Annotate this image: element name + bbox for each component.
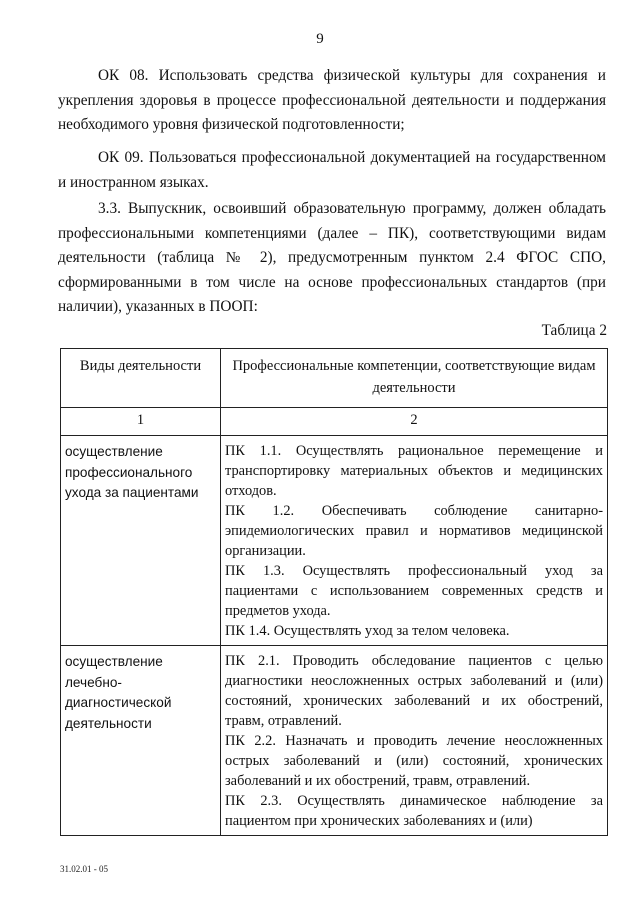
activity-cell: осуществление лечебно-диагностической деятельности <box>61 646 221 836</box>
table-header-row <box>61 349 608 408</box>
footer-code: 31.02.01 - 05 <box>60 864 108 874</box>
competency-item: ПК 2.1. Проводить обследование пациентов с целью диагностики неосложненных острых заболеваний и (или) состояний, хронических заболеваний и их обострений, травм, отравлений. <box>225 653 603 729</box>
header-competencies: Профессиональные компетенции, соответствующие видам деятельности <box>221 349 608 408</box>
column-number-2: 2 <box>221 408 608 436</box>
competencies-cell <box>221 436 608 646</box>
competency-item: ПК 2.3. Осуществлять динамическое наблюдение за пациентом при хронических заболеваниях и (или) <box>225 793 603 829</box>
paragraph-3-3: 3.3. Выпускник, освоивший образовательную программу, должен обладать профессиональными компетенциями (далее – ПК), соответствующими видам деятельности (таблица № 2), предусмотренным пунктом 2.4 ФГОС СПО, сформированными в том числе на основе профессиональных стандартов (при наличии), указанных в ПООП: <box>58 200 606 315</box>
page-number: 9 <box>316 31 324 47</box>
table-row <box>61 646 608 836</box>
header-activities: Виды деятельности <box>61 349 221 408</box>
competency-item: ПК 1.1. Осуществлять рациональное перемещение и транспортировку материальных объектов и медицинских отходов. <box>225 443 603 499</box>
competency-item: ПК 2.2. Назначать и проводить лечение неосложненных острых заболеваний и (или) состояний, хронических заболеваний и их обострений, травм, отравлений. <box>225 733 603 789</box>
competency-item: ПК 1.2. Обеспечивать соблюдение санитарно-эпидемиологических правил и нормативов медицинской организации. <box>225 503 603 559</box>
paragraph-ok09: ОК 09. Пользоваться профессиональной документацией на государственном и иностранном языках. <box>58 149 606 191</box>
column-number-1: 1 <box>61 408 221 436</box>
competencies-table <box>60 348 608 836</box>
competency-item: ПК 1.3. Осуществлять профессиональный уход за пациентами с использованием современных средств и предметов ухода. <box>225 563 603 619</box>
table-row <box>61 436 608 646</box>
table-caption: Таблица 2 <box>541 322 607 339</box>
column-number-row <box>61 408 608 436</box>
activity-cell: осуществление профессионального ухода за пациентами <box>61 436 221 646</box>
competency-item: ПК 1.4. Осуществлять уход за телом человека. <box>225 623 510 639</box>
competencies-cell <box>221 646 608 836</box>
paragraph-ok08: ОК 08. Использовать средства физической культуры для сохранения и укрепления здоровья в процессе профессиональной деятельности и поддержания необходимого уровня физической подготовленности; <box>58 67 606 133</box>
